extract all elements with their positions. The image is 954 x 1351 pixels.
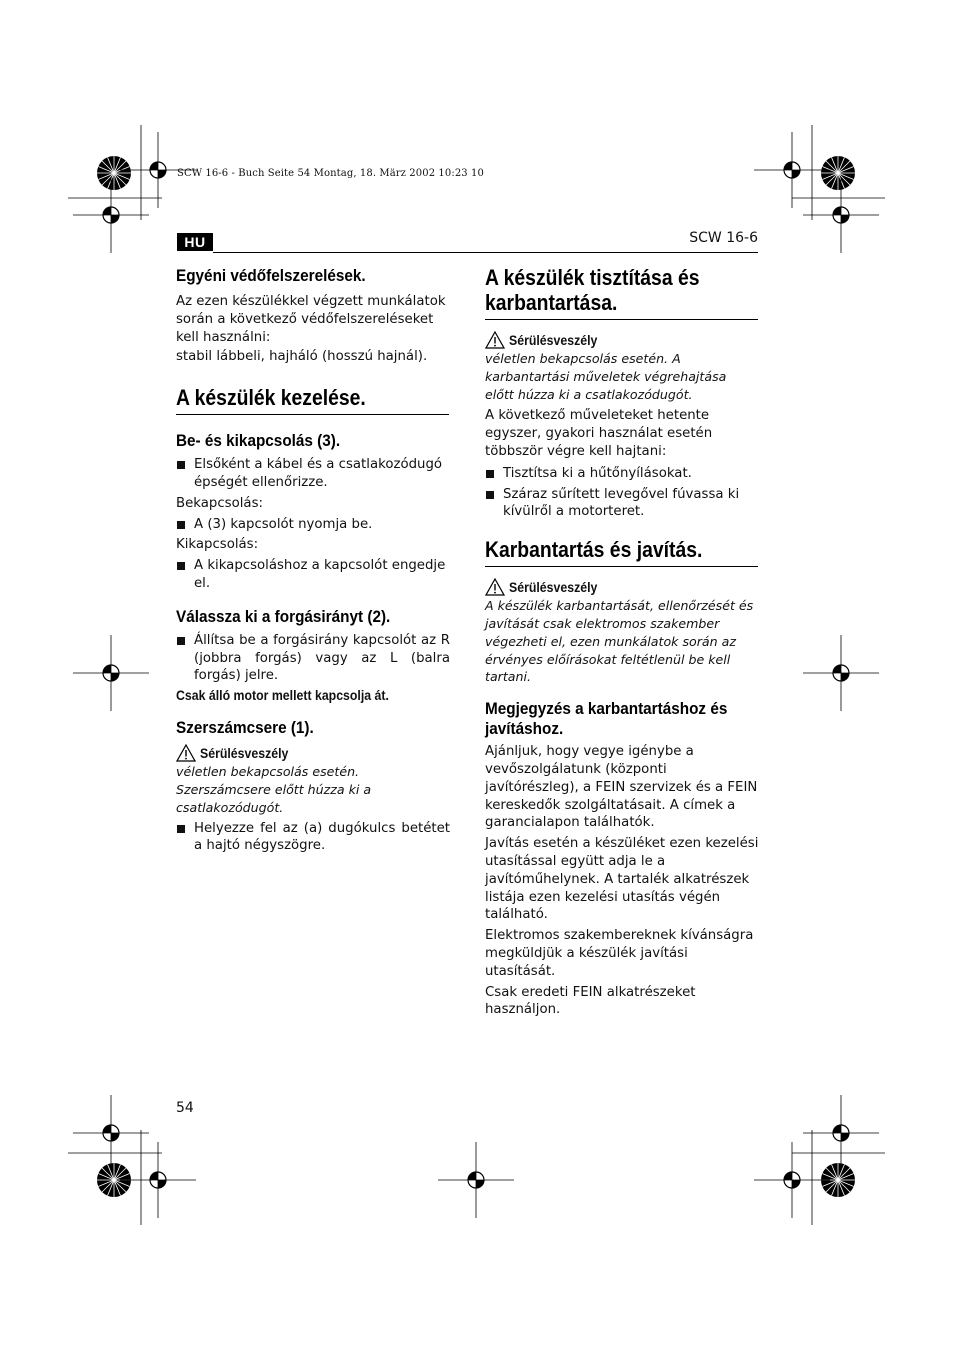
bullet-square	[176, 516, 194, 534]
language-badge: HU	[177, 233, 213, 251]
heading-toolchange: Szerszámcsere (1).	[176, 718, 314, 738]
heading-notes: Megjegyzés a karbantartáshoz és javításhoz.	[485, 699, 728, 739]
warning-label: Sérülésveszély	[509, 332, 598, 348]
notes-paragraph-2: Javítás esetén a készüléket ezen kezelési utasítással együtt adja le a javítóműhelynek. A tartalék alkatrészek listája ezen kezelési utasítás végén található.	[485, 836, 759, 923]
left-column	[176, 264, 450, 855]
heading-rotation: Válassza ki a forgásirányt (2).	[176, 606, 391, 626]
rotation-note: Csak álló motor mellett kapcsolja át.	[176, 687, 389, 704]
warning-header	[176, 744, 450, 762]
model-label: SCW 16-6	[689, 230, 758, 246]
bullet-square	[485, 486, 503, 522]
crosshair-left-bottom	[73, 1095, 149, 1171]
notes-paragraph-1: Ajánljuk, hogy vegye igénybe a vevőszolgálatunk (központi javítórészleg), a FEIN szervizek és a FEIN kereskedők szolgáltatásait. A címek a garancialapon találhatók.	[485, 744, 758, 831]
heading-protective: Egyéni védőfelszerelések.	[176, 266, 366, 285]
list-item	[176, 557, 450, 593]
warning-triangle-icon	[485, 578, 505, 596]
bullet-square	[176, 820, 194, 856]
warning-header	[485, 578, 759, 596]
list-item	[485, 465, 759, 483]
bullet-square	[176, 557, 194, 593]
registration-star-top-right	[821, 156, 855, 190]
section-rule	[485, 319, 758, 320]
warning-label: Sérülésveszély	[200, 745, 289, 762]
heading-cleaning: A készülék tisztítása és karbantartása.	[485, 265, 700, 315]
crosshair-right-mid	[803, 635, 879, 711]
notes-paragraph-4: Csak eredeti FEIN alkatrészeket használjon.	[485, 984, 696, 1018]
warning-text: véletlen bekapcsolás esetén. Szerszámcsere előtt húzza ki a csatlakozódugót.	[176, 764, 372, 815]
bullet-text: Helyezze fel az (a) dugókulcs betétet a hajtó négyszögre.	[194, 820, 450, 854]
warning-header	[485, 331, 759, 349]
protective-text-2: stabil lábbeli, hajháló (hosszú hajnál).	[176, 349, 428, 365]
heading-onoff: Be- és kikapcsolás (3).	[176, 431, 341, 451]
bullet-text: Száraz sűrített levegővel fúvassa ki kívülről a motorteret.	[503, 486, 740, 520]
bullet-text: A (3) kapcsolót nyomja be.	[194, 516, 373, 532]
header-rule	[213, 252, 758, 253]
bullet-text: Tisztítsa ki a hűtőnyílásokat.	[503, 465, 692, 481]
right-column	[485, 264, 759, 1019]
crosshair-bottom-2	[438, 1142, 514, 1218]
crosshair-right-top	[803, 177, 879, 253]
warning-triangle-icon	[176, 744, 196, 762]
label-switch-off: Kikapcsolás:	[176, 537, 259, 553]
bullet-text: Elsőként a kábel és a csatlakozódugó épségét ellenőrizze.	[194, 457, 443, 490]
crosshair-top-2	[754, 132, 830, 208]
protective-text-1: Az ezen készülékkel végzett munkálatok során a következő védőfelszereléseket kell használni:	[176, 294, 446, 345]
registration-star-top-left	[97, 156, 131, 190]
cleaning-text: A következő műveleteket hetente egyszer, gyakori használat esetén többször végre kell hajtani:	[485, 408, 713, 459]
section-rule	[176, 414, 449, 415]
bullet-text: A kikapcsoláshoz a kapcsolót engedje el.	[194, 558, 446, 591]
label-switch-on: Bekapcsolás:	[176, 495, 263, 511]
heading-maintenance: Karbantartás és javítás.	[485, 537, 703, 563]
crosshair-left-mid	[73, 635, 149, 711]
list-item	[176, 456, 450, 492]
bullet-square	[176, 456, 194, 492]
crosshair-right-bottom	[803, 1095, 879, 1171]
list-item	[485, 486, 759, 522]
crosshair-left-top	[73, 177, 149, 253]
section-rule	[485, 566, 758, 567]
bullet-text: Állítsa be a forgásirány kapcsolót az R (jobbra forgás) vagy az L (balra forgás) jelre.	[194, 632, 450, 684]
list-item	[176, 820, 450, 856]
warning-text: véletlen bekapcsolás esetén. A karbantartási műveletek végrehajtása előtt húzza ki a csatlakozódugót.	[485, 351, 727, 402]
print-slug: SCW 16-6 - Buch Seite 54 Montag, 18. März 2002 10:23 10	[177, 168, 484, 179]
list-item	[176, 632, 450, 685]
warning-triangle-icon	[485, 331, 505, 349]
list-item	[176, 516, 450, 534]
bullet-square	[176, 632, 194, 685]
heading-operation: A készülék kezelése.	[176, 385, 366, 411]
bullet-square	[485, 465, 503, 483]
notes-paragraph-3: Elektromos szakembereknek kívánságra megküldjük a készülék javítási utasítását.	[485, 928, 754, 979]
warning-text: A készülék karbantartását, ellenőrzését és javítását csak elektromos szakember végezheti el, ezen munkálatok során az érvényes előírásokat feltétlenül be kell tartani.	[485, 598, 754, 685]
page-number: 54	[176, 1100, 194, 1116]
warning-label: Sérülésveszély	[509, 579, 598, 596]
